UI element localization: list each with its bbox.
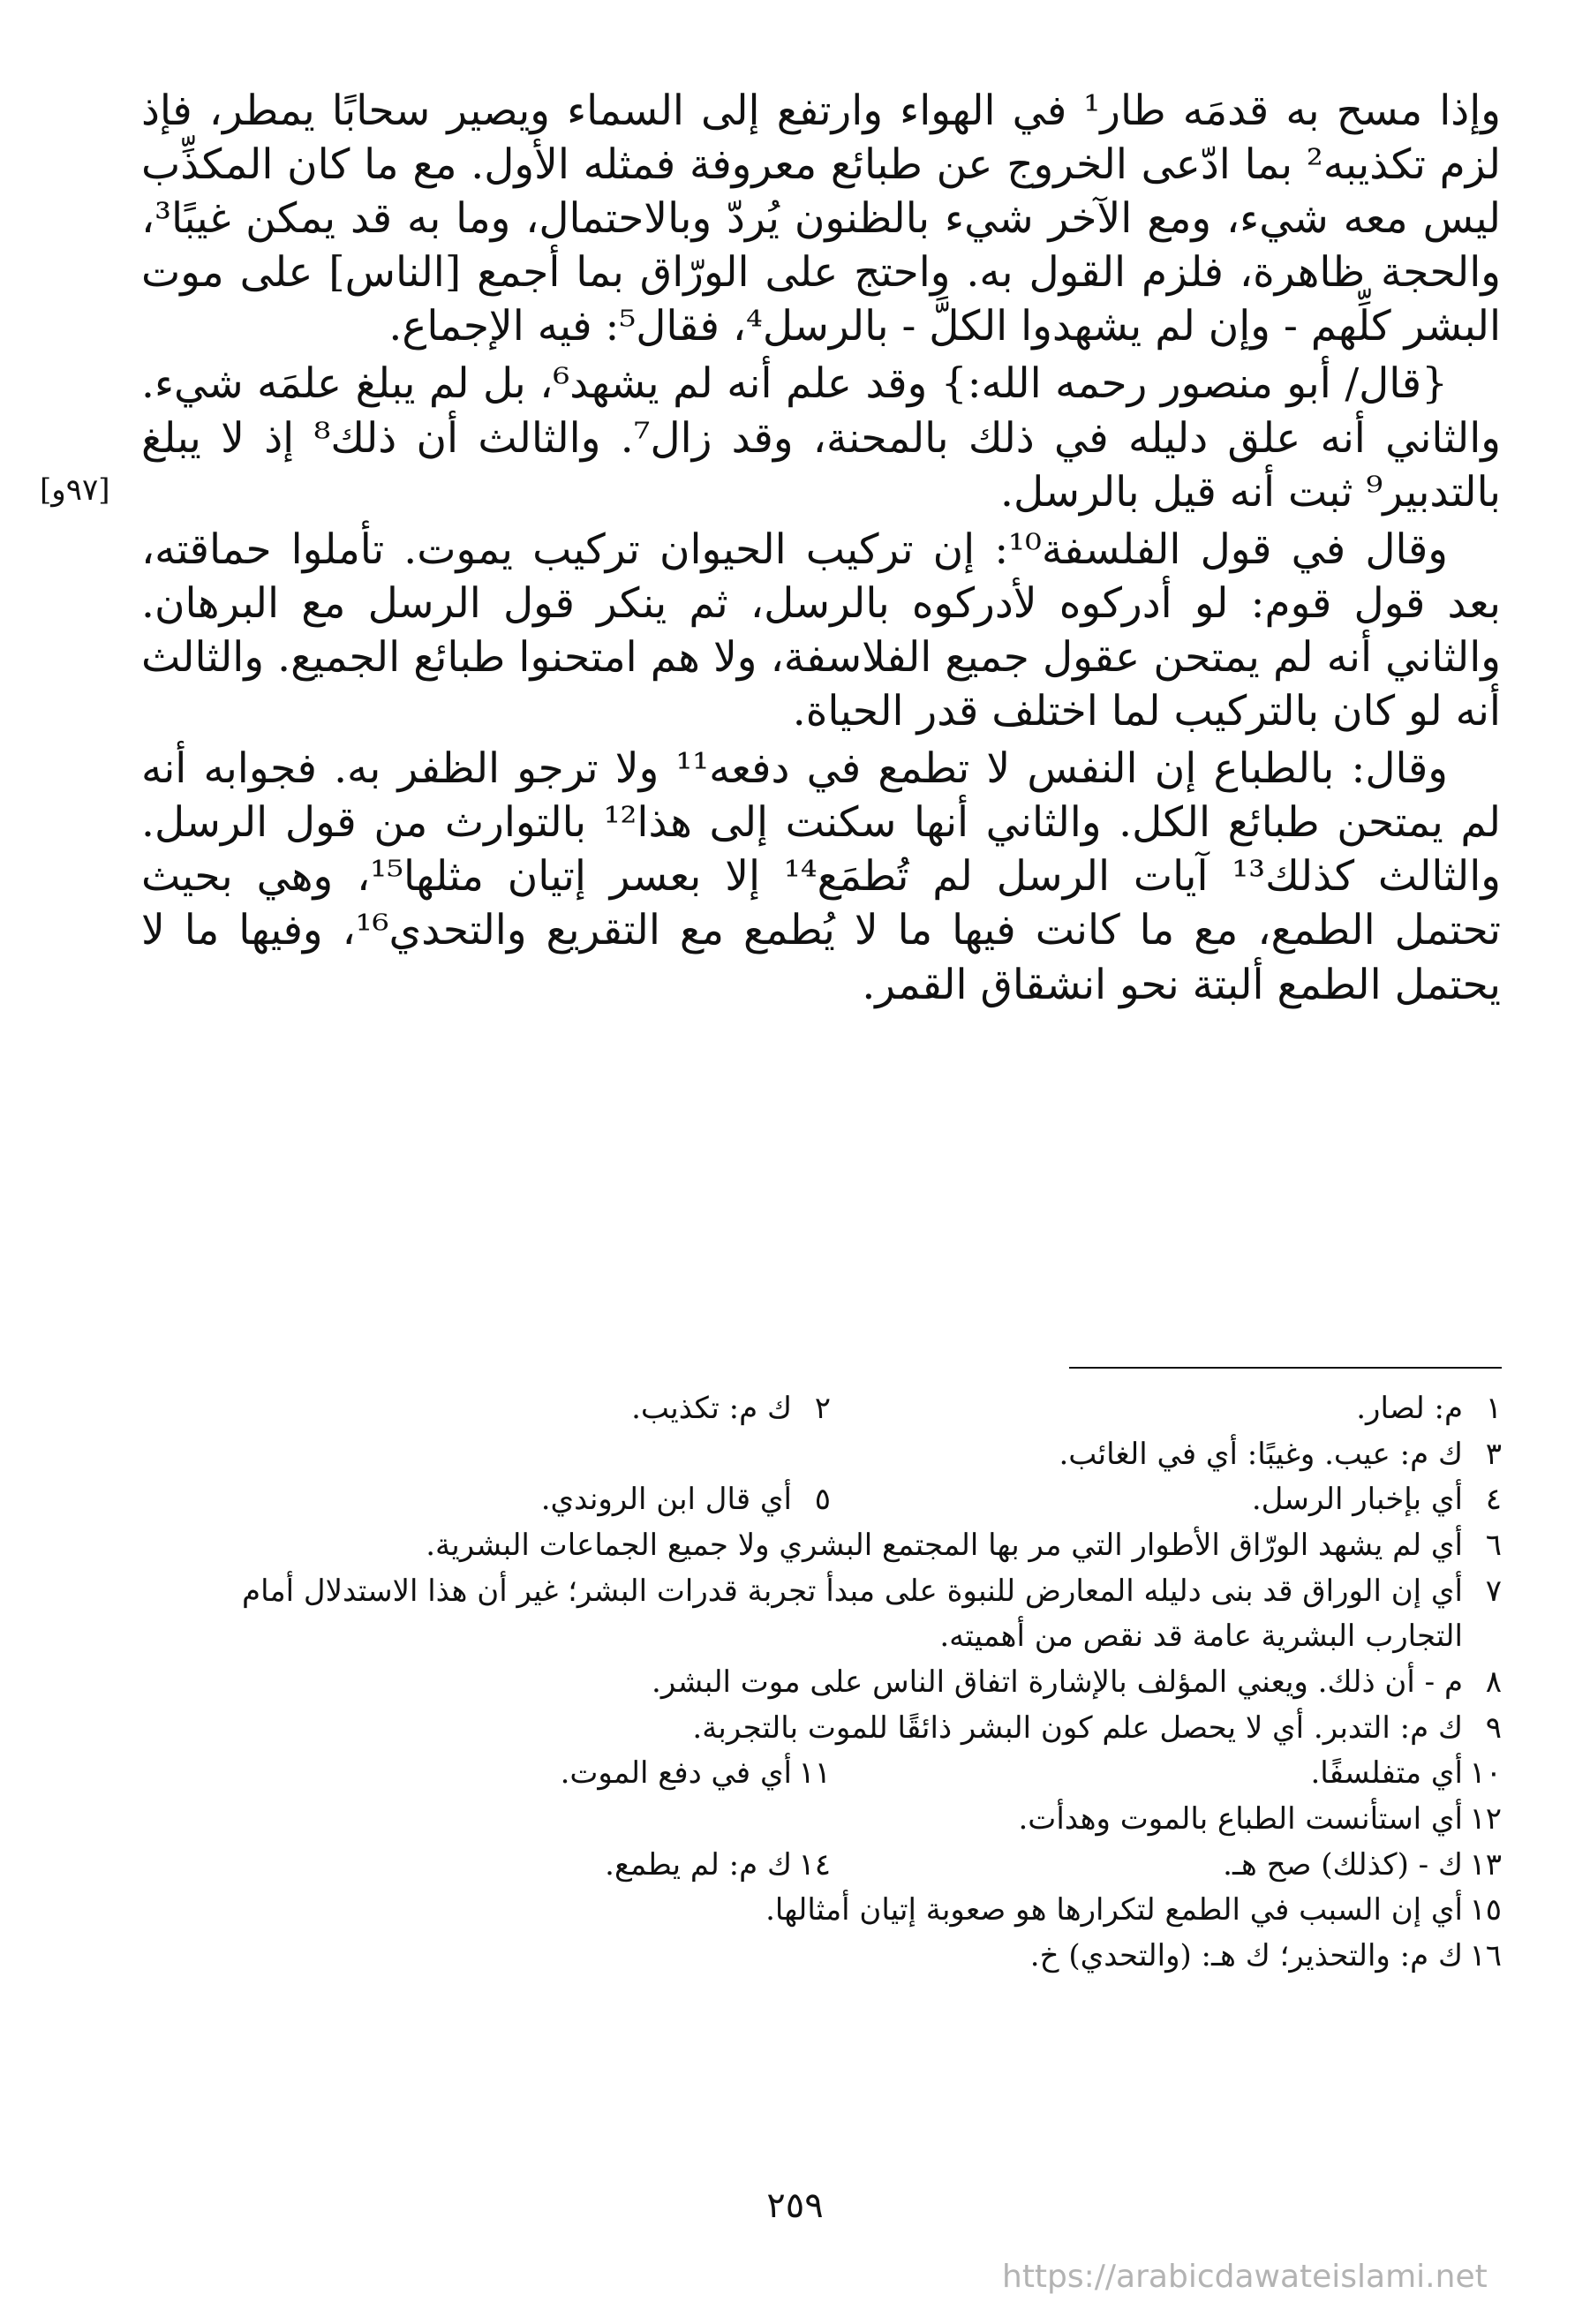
footnote-number: ٦ bbox=[1485, 1528, 1502, 1564]
paragraph-3: وقال في قول الفلسفة¹⁰: إن تركيب الحيوان تركيب يموت. تأملوا حماقته، بعد قول قوم: لو أدركوه لأدركوه بالرسل، ثم ينكر قول الرسل مع البرهان. والثاني أنه لم يمتحن عقول جميع الفلاسفة، ولا هم امتحنوا طبائع الجميع. والثالث أنه لو كان بالتركيب لما اختلف قدر الحياة. bbox=[141, 524, 1501, 736]
footnote-number: ١ bbox=[1485, 1391, 1502, 1426]
footnote-4 bbox=[831, 1477, 1502, 1523]
footnote-text: أي متفلسفًا. bbox=[1310, 1755, 1463, 1792]
watermark-url: https://arabicdawateislami.net bbox=[1002, 2259, 1488, 2295]
footnote-12 bbox=[142, 1797, 1502, 1843]
footnote-number: ١٠ bbox=[1469, 1755, 1502, 1792]
footnote-16 bbox=[142, 1934, 1502, 1980]
footnote-text: ك م: لم يطمع. bbox=[605, 1846, 792, 1883]
footnote-text: أي استأنست الطباع بالموت وهدأت. bbox=[1018, 1801, 1463, 1837]
footnote-number: ١٣ bbox=[1469, 1846, 1502, 1883]
footnote-number: ١١ bbox=[798, 1755, 831, 1792]
footnote-7 bbox=[142, 1569, 1502, 1660]
footnote-text: ك م: تكذيب. bbox=[631, 1391, 792, 1426]
footnote-text: ك م: التدبر. أي لا يحصل علم كون البشر ذائقًا للموت بالتجربة. bbox=[692, 1709, 1463, 1746]
paragraph-2: {قال/ أبو منصور رحمه الله:} وقد علم أنه لم يشهد⁶، بل لم يبلغ علمَه شيء. والثاني أنه علق دليله في ذلك بالمحنة، وقد زال⁷. والثالث أن ذلك⁸ إذ لا يبلغ بالتدبير⁹ ثبت أنه قيل بالرسل. bbox=[141, 359, 1501, 517]
main-text-block bbox=[141, 84, 1501, 1015]
footnote-text: ك - (كذلك) صح هـ. bbox=[1223, 1846, 1463, 1883]
footnote-number: ٨ bbox=[1485, 1664, 1502, 1701]
footnote-row bbox=[142, 1386, 1502, 1432]
footnote-text: م - أن ذلك. ويعني المؤلف بالإشارة اتفاق الناس على موت البشر. bbox=[652, 1664, 1463, 1701]
footnote-number: ١٢ bbox=[1469, 1801, 1502, 1837]
footnote-5 bbox=[160, 1477, 831, 1523]
footnote-number: ١٤ bbox=[798, 1846, 831, 1883]
footnote-15 bbox=[142, 1888, 1502, 1934]
footnote-text: أي لم يشهد الورّاق الأطوار التي مر بها المجتمع البشري ولا جميع الجماعات البشرية. bbox=[426, 1528, 1463, 1564]
footnote-text: ك م: والتحذير؛ ك هـ: (والتحدي) خ. bbox=[1029, 1938, 1463, 1974]
footnote-9 bbox=[142, 1706, 1502, 1752]
footnote-14 bbox=[160, 1843, 831, 1889]
footnote-text: أي في دفع الموت. bbox=[560, 1755, 792, 1792]
footnote-text: أي بإخبار الرسل. bbox=[1251, 1482, 1463, 1518]
footnote-number: ٣ bbox=[1485, 1436, 1502, 1472]
margin-folio-marker: [٩٧و] bbox=[40, 472, 110, 508]
footnote-number: ٥ bbox=[814, 1482, 831, 1518]
footnote-separator bbox=[1069, 1367, 1502, 1369]
footnote-11 bbox=[160, 1751, 831, 1797]
footnote-number: ٢ bbox=[814, 1391, 831, 1426]
footnote-number: ٧ bbox=[1485, 1573, 1502, 1609]
footnote-10 bbox=[831, 1751, 1502, 1797]
paragraph-1: وإذا مسح به قدمَه طار¹ في الهواء وارتفع إلى السماء ويصير سحابًا يمطر، فإذ لزم تكذيبه² بما ادّعى الخروج عن طبائع معروفة فمثله الأول. مع ما كان المكذِّب ليس معه شيء، ومع الآخر شيء بالظنون يُردّ وبالاحتمال، وما به قد يمكن غيبًا³، والحجة ظاهرة، فلزم القول به. واحتج على الورّاق بما أجمع [الناس] على موت البشر كلِّهم - وإن لم يشهدوا الكلَّ - بالرسل⁴، فقال⁵: فيه الإجماع. bbox=[141, 87, 1501, 351]
footnote-text: أي إن السبب في الطمع لتكرارها هو صعوبة إتيان أمثالها. bbox=[765, 1892, 1463, 1928]
footnote-6 bbox=[142, 1523, 1502, 1569]
footnote-13 bbox=[831, 1843, 1502, 1889]
footnote-text: ك م: عيب. وغيبًا: أي في الغائب. bbox=[1059, 1436, 1463, 1472]
footnote-text: أي إن الوراق قد بنى دليله المعارض للنبوة على مبدأ تجربة قدرات البشر؛ غير أن هذا الاستدلال أمام التجارب البشرية عامة قد نقص من أهميته. bbox=[242, 1573, 1463, 1655]
footnote-3 bbox=[142, 1432, 1502, 1478]
footnote-row bbox=[142, 1843, 1502, 1889]
footnote-number: ٤ bbox=[1485, 1482, 1502, 1518]
footnotes bbox=[142, 1386, 1502, 1980]
footnote-number: ١٦ bbox=[1469, 1938, 1502, 1974]
footnote-8 bbox=[142, 1660, 1502, 1706]
paragraph-4: وقال: بالطباع إن النفس لا تطمع في دفعه¹¹ ولا ترجو الظفر به. فجوابه أنه لم يمتحن طبائع الكل. والثاني أنها سكنت إلى هذا¹² بالتوارث من قول الرسل. والثالث كذلك¹³ آيات الرسل لم تُطمَع¹⁴ إلا بعسر إتيان مثلها¹⁵، وهي بحيث تحتمل الطمع، مع ما كانت فيها ما لا يُطمع مع التقريع والتحدي¹⁶، وفيها ما لا يحتمل الطمع ألبتة نحو انشقاق القمر. bbox=[141, 744, 1501, 1009]
footnote-text: أي قال ابن الروندي. bbox=[540, 1482, 792, 1518]
footnote-2 bbox=[160, 1386, 831, 1432]
footnote-row bbox=[142, 1477, 1502, 1523]
footnote-1 bbox=[831, 1386, 1502, 1432]
footnote-number: ٩ bbox=[1485, 1709, 1502, 1746]
footnote-number: ١٥ bbox=[1469, 1892, 1502, 1928]
footnote-text: م: لصار. bbox=[1356, 1391, 1463, 1426]
page-number: ٢٥٩ bbox=[766, 2185, 824, 2226]
footnote-row bbox=[142, 1751, 1502, 1797]
